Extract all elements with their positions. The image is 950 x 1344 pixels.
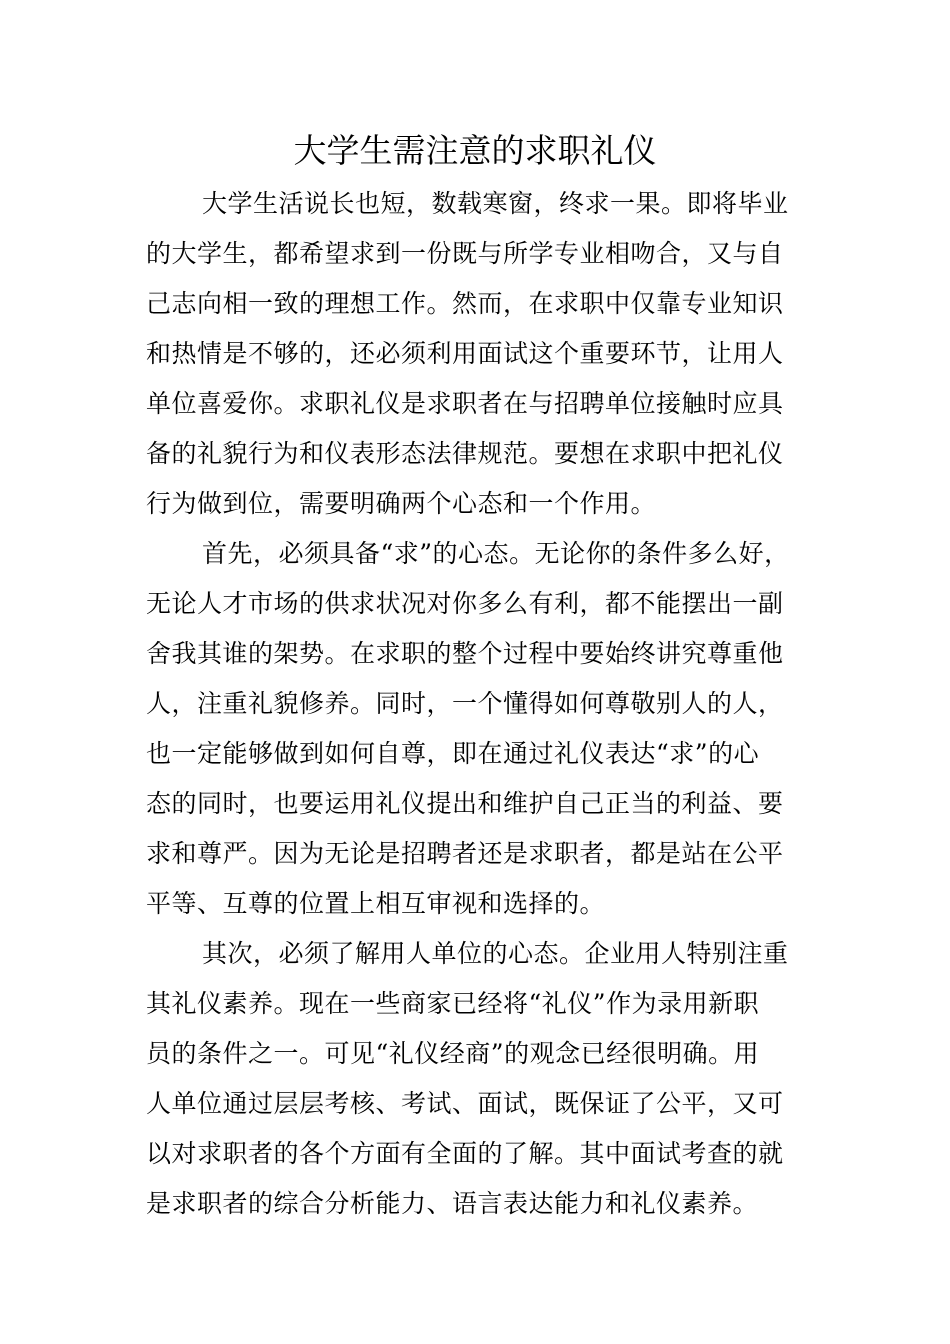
paragraph-line: 单位喜爱你。求职礼仪是求职者在与招聘单位接触时应具	[146, 389, 784, 418]
paragraph-line: 无论人才市场的供求状况对你多么有利，都不能摆出一副	[146, 589, 784, 618]
paragraph-line: 大学生活说长也短，数载寒窗，终求一果。即将毕业	[202, 189, 789, 218]
paragraph-line: 以对求职者的各个方面有全面的了解。其中面试考查的就	[146, 1139, 784, 1168]
paragraph-line: 其礼仪素养。现在一些商家已经将“礼仪”作为录用新职	[146, 989, 760, 1018]
paragraph-line: 其次，必须了解用人单位的心态。企业用人特别注重	[202, 939, 789, 968]
paragraph-first-point	[146, 529, 826, 929]
document-body	[146, 179, 826, 1229]
paragraph-line: 人单位通过层层考核、考试、面试，既保证了公平，又可	[146, 1089, 784, 1118]
paragraph-line: 行为做到位，需要明确两个心态和一个作用。	[146, 489, 657, 518]
paragraph-intro	[146, 179, 826, 529]
paragraph-line: 是求职者的综合分析能力、语言表达能力和礼仪素养。	[146, 1189, 759, 1218]
paragraph-line: 己志向相一致的理想工作。然而，在求职中仅靠专业知识	[146, 289, 784, 318]
paragraph-line: 舍我其谁的架势。在求职的整个过程中要始终讲究尊重他	[146, 639, 784, 668]
paragraph-line: 首先，必须具备“求”的心态。无论你的条件多么好，	[202, 539, 790, 568]
paragraph-line: 和热情是不够的，还必须利用面试这个重要环节，让用人	[146, 339, 784, 368]
paragraph-second-point	[146, 929, 826, 1229]
paragraph-line: 的大学生，都希望求到一份既与所学专业相吻合，又与自	[146, 239, 784, 268]
paragraph-line: 平等、互尊的位置上相互审视和选择的。	[146, 889, 606, 918]
paragraph-line: 人，注重礼貌修养。同时，一个懂得如何尊敬别人的人，	[146, 689, 784, 718]
paragraph-line: 也一定能够做到如何自尊，即在通过礼仪表达“求”的心	[146, 739, 760, 768]
paragraph-line: 求和尊严。因为无论是招聘者还是求职者，都是站在公平	[146, 839, 784, 868]
document-title: 大学生需注意的求职礼仪	[293, 131, 657, 170]
paragraph-line: 员的条件之一。可见“礼仪经商”的观念已经很明确。用	[146, 1039, 760, 1068]
paragraph-line: 态的同时，也要运用礼仪提出和维护自己正当的利益、要	[146, 789, 784, 818]
paragraph-line: 备的礼貌行为和仪表形态法律规范。要想在求职中把礼仪	[146, 439, 784, 468]
